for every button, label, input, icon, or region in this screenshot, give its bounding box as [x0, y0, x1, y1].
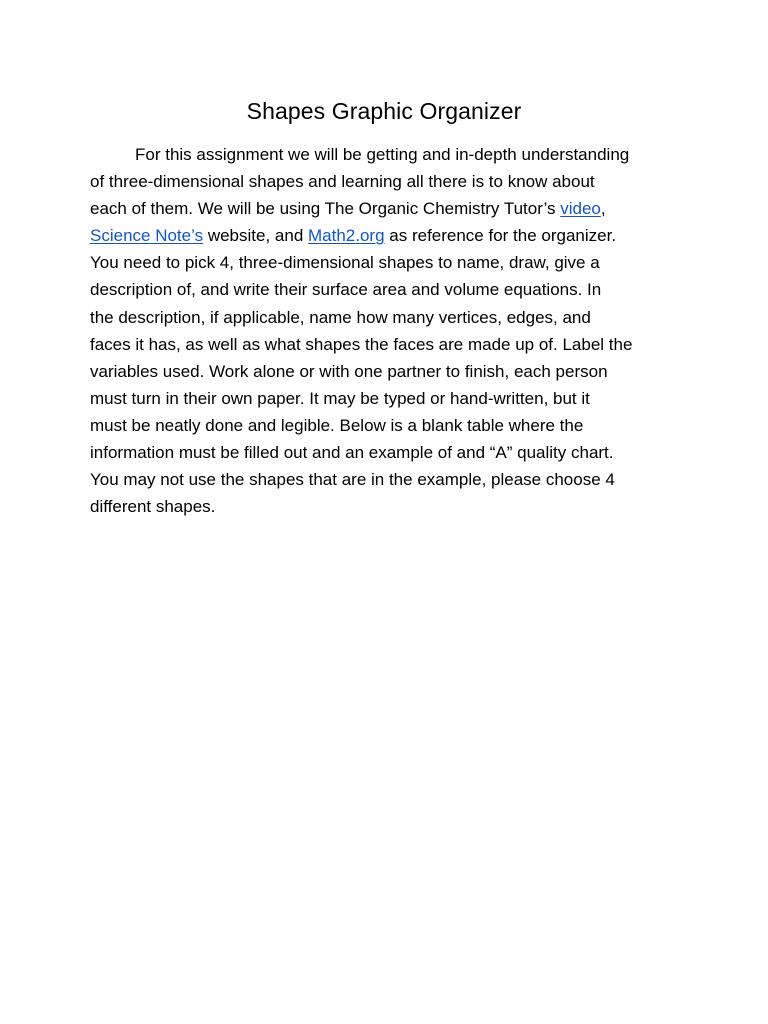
line-text: , [600, 199, 606, 219]
line-text: each of them. We will be using The Organic Chemistry Tutor’s [90, 199, 561, 219]
paragraph-line-6 [90, 276, 690, 303]
paragraph-line-1 [90, 141, 690, 168]
paragraph-line-7 [90, 304, 690, 331]
paragraph-line-13 [90, 466, 690, 493]
paragraph-line-8 [90, 331, 690, 358]
science-notes-link[interactable]: Science Note’s [90, 226, 204, 246]
paragraph-line-4 [90, 222, 690, 249]
paragraph-line-5 [90, 249, 690, 276]
line-text: You need to pick 4, three-dimensional shapes to name, draw, give a [90, 253, 600, 273]
paragraph-line-12 [90, 439, 690, 466]
line-text: of three-dimensional shapes and learning all there is to know about [90, 172, 595, 192]
line-text: must turn in their own paper. It may be typed or hand-written, but it [90, 388, 590, 408]
line-text: For this assignment we will be getting and in-depth understanding [135, 145, 630, 164]
line-text: website, and [203, 226, 308, 246]
paragraph-line-10 [90, 385, 690, 412]
line-text: description of, and write their surface area and volume equations. In [90, 280, 602, 300]
line-text: different shapes. [90, 497, 216, 517]
line-text: You may not use the shapes that are in the example, please choose 4 [90, 470, 615, 490]
paragraph-line-3 [90, 195, 690, 222]
document-title: Shapes Graphic Organizer [246, 98, 522, 124]
line-text: information must be filled out and an example of and “A” quality chart. [90, 443, 614, 463]
paragraph-line-9 [90, 358, 690, 385]
math2-link[interactable]: Math2.org [308, 226, 385, 246]
line-text: as reference for the organizer. [384, 226, 617, 246]
paragraph-line-2 [90, 168, 690, 195]
line-text: variables used. Work alone or with one partner to finish, each person [90, 361, 608, 381]
line-text: faces it has, as well as what shapes the faces are made up of. Label the [90, 334, 633, 354]
line-text: must be neatly done and legible. Below is a blank table where the [90, 415, 584, 435]
line-text: the description, if applicable, name how many vertices, edges, and [90, 307, 591, 327]
assignment-paragraph [90, 141, 690, 520]
video-link[interactable]: video [560, 199, 601, 219]
paragraph-line-14 [90, 493, 690, 520]
paragraph-line-11 [90, 412, 690, 439]
